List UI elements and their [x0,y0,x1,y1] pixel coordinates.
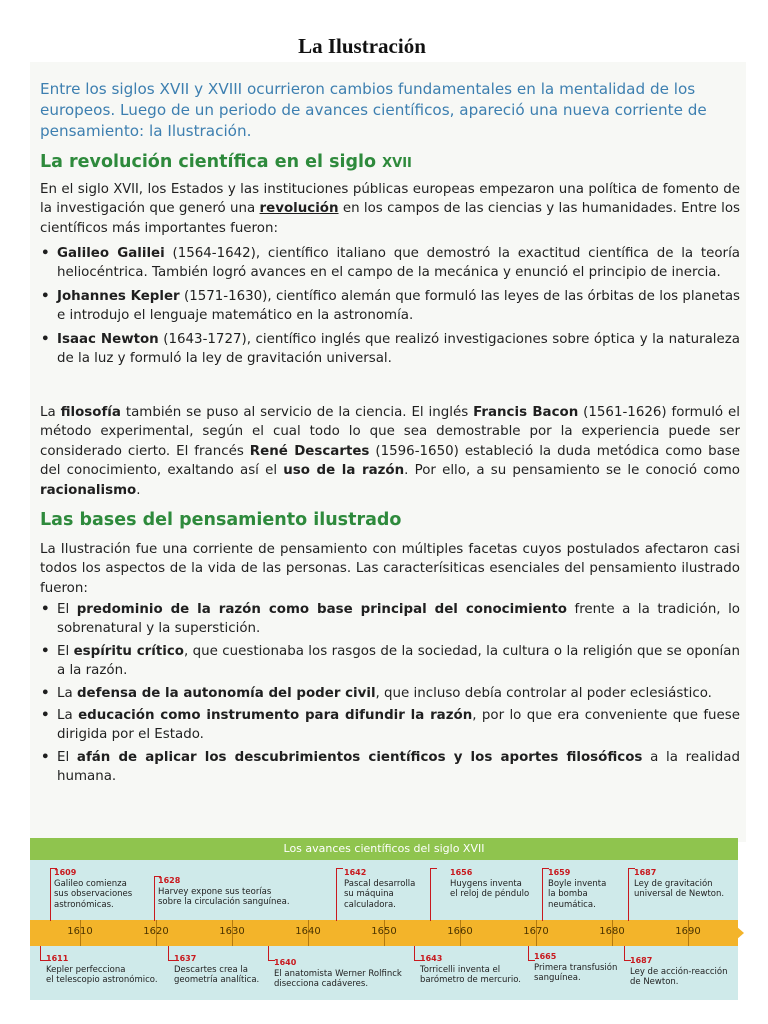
list-item: • La educación como instrumento para difundir la razón, por lo que era conveniente que fuese dirigida por el Estado. [40,706,740,745]
timeline-tick-label: 1680 [599,926,625,937]
timeline-leader-line [336,868,343,921]
paragraph-philosophy: La filosofía también se puso al servicio de la ciencia. El inglés Francis Bacon (1561-1626) formuló el método experimental, según el cual todo lo que sea demostrable por la experiencia puede ser considerado cierto. El francés René Descartes (1596-1650) estableció la duda metódica como base del conocimiento, exaltando así el uso de la razón. Por ello, a su pensamiento se le conoció como racionalismo. [40,405,741,498]
intro-paragraph: Entre los siglos XVII y XVIII ocurrieron cambios fundamentales en la mentalidad de los europeos. Luego de un periodo de avances científicos, apareció una nueva corriente de pensamiento: la Ilustración. [40,80,707,140]
timeline-tick-label: 1640 [295,926,321,937]
paragraph-revolution: En el siglo XVII, los Estados y las instituciones públicas europeas empezaron una política de fomento de la investigación que generó una revolución en los campos de las ciencias y las humanidades. Entre los científicos más importantes fueron: [40,182,741,236]
timeline-leader-line [430,868,437,921]
timeline-event-1637: 1637 Descartes crea la geometría analítica. [174,954,260,985]
timeline-tick-label: 1620 [143,926,169,937]
scientists-list [40,244,740,372]
timeline-event-1659: 1659 Boyle inventa la bomba neumática. [548,868,607,910]
timeline-tick-label: 1610 [67,926,93,937]
list-item: • El afán de aplicar los descubrimientos científicos y los aportes filosóficos a la realidad humana. [40,748,740,787]
timeline-arrow-icon [736,926,744,940]
timeline-event-1643: 1643 Torricelli inventa el barómetro de mercurio. [420,954,521,985]
timeline-event-1687-gravitation: 1687 Ley de gravitación universal de Newton. [634,868,725,899]
timeline-event-1611: 1611 Kepler perfecciona el telescopio astronómico. [46,954,158,985]
heading-enlightenment-bases: Las bases del pensamiento ilustrado [40,510,402,530]
heading-scientific-revolution: La revolución científica en el siglo XVII [40,152,412,172]
timeline-event-1628: 1628 Harvey expone sus teorías sobre la circulación sanguínea. [158,876,290,907]
timeline-title: Los avances científicos del siglo XVII [30,838,738,860]
timeline-tick-label: 1660 [447,926,473,937]
list-item: • Galileo Galilei (1564-1642), científico italiano que demostró la exactitud científica de la teoría heliocéntrica. También logró avances en el campo de la mecánica y enunció el principio de inercia. [40,244,740,283]
timeline [30,838,738,1000]
page-title: La Ilustración [298,34,426,58]
characteristics-list [40,600,740,790]
timeline-event-1656: 1656 Huygens inventa el reloj de péndulo [450,868,530,899]
list-item: • La defensa de la autonomía del poder civil, que incluso debía controlar al poder eclesiástico. [40,684,740,703]
list-item: • Johannes Kepler (1571-1630), científico alemán que formuló las leyes de las órbitas de los planetas e introdujo el lenguaje matemático en la astronomía. [40,287,740,326]
timeline-event-1665: 1665 Primera transfusión sanguínea. [534,952,618,983]
timeline-event-1640: 1640 El anatomista Werner Rolfinck disecciona cadáveres. [274,958,402,989]
list-item: • Isaac Newton (1643-1727), científico inglés que realizó investigaciones sobre óptica y la naturaleza de la luz y formuló la ley de gravitación universal. [40,330,740,369]
timeline-event-1687-action-reaction: 1687 Ley de acción-reacción de Newton. [630,956,728,987]
timeline-tick-label: 1690 [675,926,701,937]
list-item: • El espíritu crítico, que cuestionaba los rasgos de la sociedad, la cultura o la religión que se oponían a la razón. [40,642,740,681]
timeline-tick-label: 1630 [219,926,245,937]
timeline-event-1609: 1609 Galileo comienza sus observaciones astronómicas. [54,868,133,910]
list-item: • El predominio de la razón como base principal del conocimiento frente a la tradición, lo sobrenatural y la superstición. [40,600,740,639]
timeline-event-1642: 1642 Pascal desarrolla su máquina calculadora. [344,868,416,910]
timeline-tick-label: 1650 [371,926,397,937]
revolution-link[interactable]: revolución [259,201,339,217]
timeline-tick-label: 1670 [523,926,549,937]
paragraph-enlightenment: La Ilustración fue una corriente de pensamiento con múltiples facetas cuyos postulados afectaron casi todos los aspectos de la vida de las personas. Las caracterísiticas esenciales del pensamiento ilustrado fueron: [40,542,740,596]
